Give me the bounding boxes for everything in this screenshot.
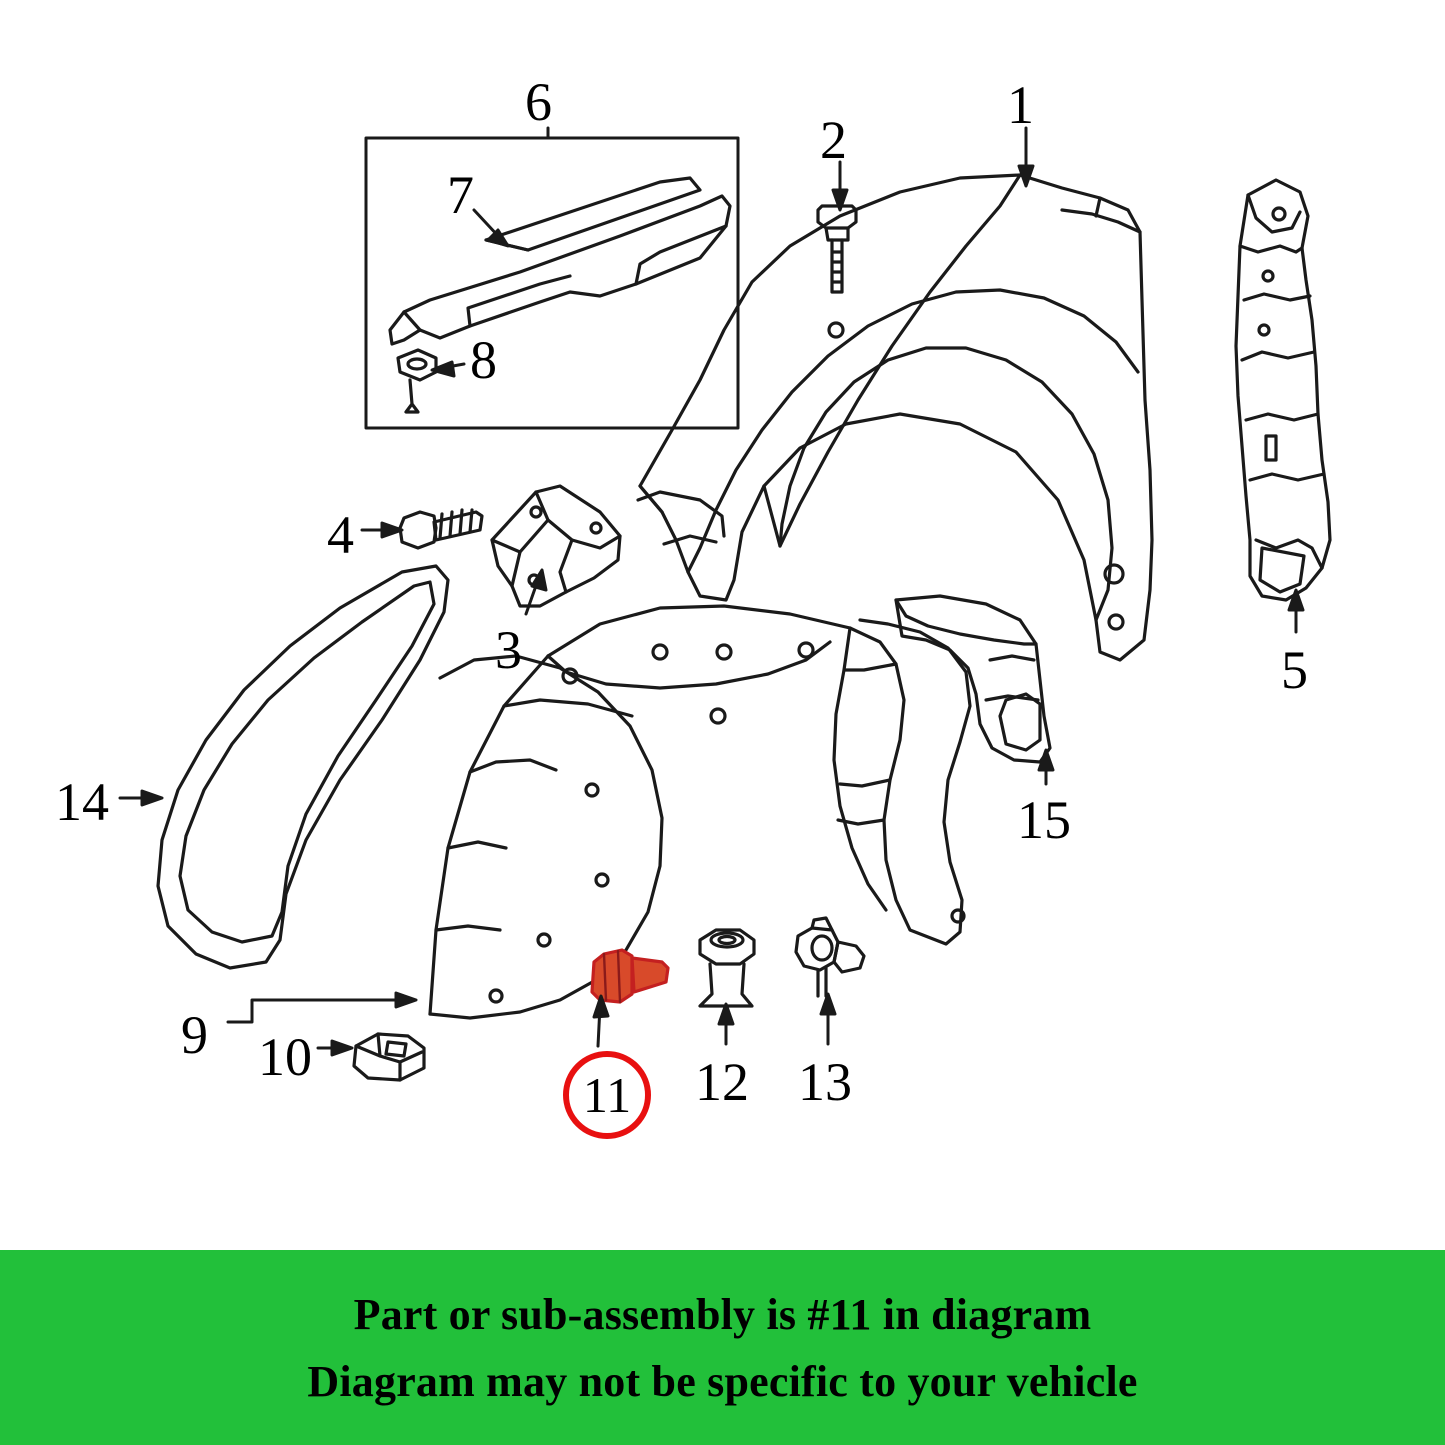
part-15-liner-extension <box>896 596 1050 762</box>
part-10-clip-bracket <box>354 1034 424 1080</box>
callout-7: 7 <box>447 165 474 225</box>
part-3-fender-bracket <box>492 486 620 606</box>
callout-14: 14 <box>55 772 109 832</box>
banner-line-2: Diagram may not be specific to your vehicle <box>307 1356 1138 1406</box>
callout-5: 5 <box>1281 640 1308 700</box>
callout-9: 9 <box>181 1005 208 1065</box>
callout-15: 15 <box>1017 790 1071 850</box>
callout-8: 8 <box>470 330 497 390</box>
part-6-inset-box <box>366 138 738 428</box>
banner-line-1: Part or sub-assembly is #11 in diagram <box>353 1289 1092 1339</box>
part-4-screw <box>400 510 482 548</box>
callout-1: 1 <box>1007 75 1034 135</box>
callout-13: 13 <box>798 1052 852 1112</box>
part-1-front-fender <box>638 175 1152 660</box>
part-5-fender-brace <box>1236 180 1330 600</box>
callout-3: 3 <box>495 620 522 680</box>
callout-10: 10 <box>258 1027 312 1087</box>
callout-4: 4 <box>327 505 354 565</box>
callout-2: 2 <box>820 110 847 170</box>
info-banner <box>0 1250 1445 1445</box>
callout-12: 12 <box>695 1052 749 1112</box>
callout-6: 6 <box>525 72 552 132</box>
part-14-splash-shield <box>158 566 448 968</box>
part-13-push-pin <box>796 918 864 996</box>
part-8-clip <box>398 350 436 412</box>
part-12-nut <box>700 930 754 1006</box>
callout-11-highlighted: 11 <box>563 1051 651 1139</box>
